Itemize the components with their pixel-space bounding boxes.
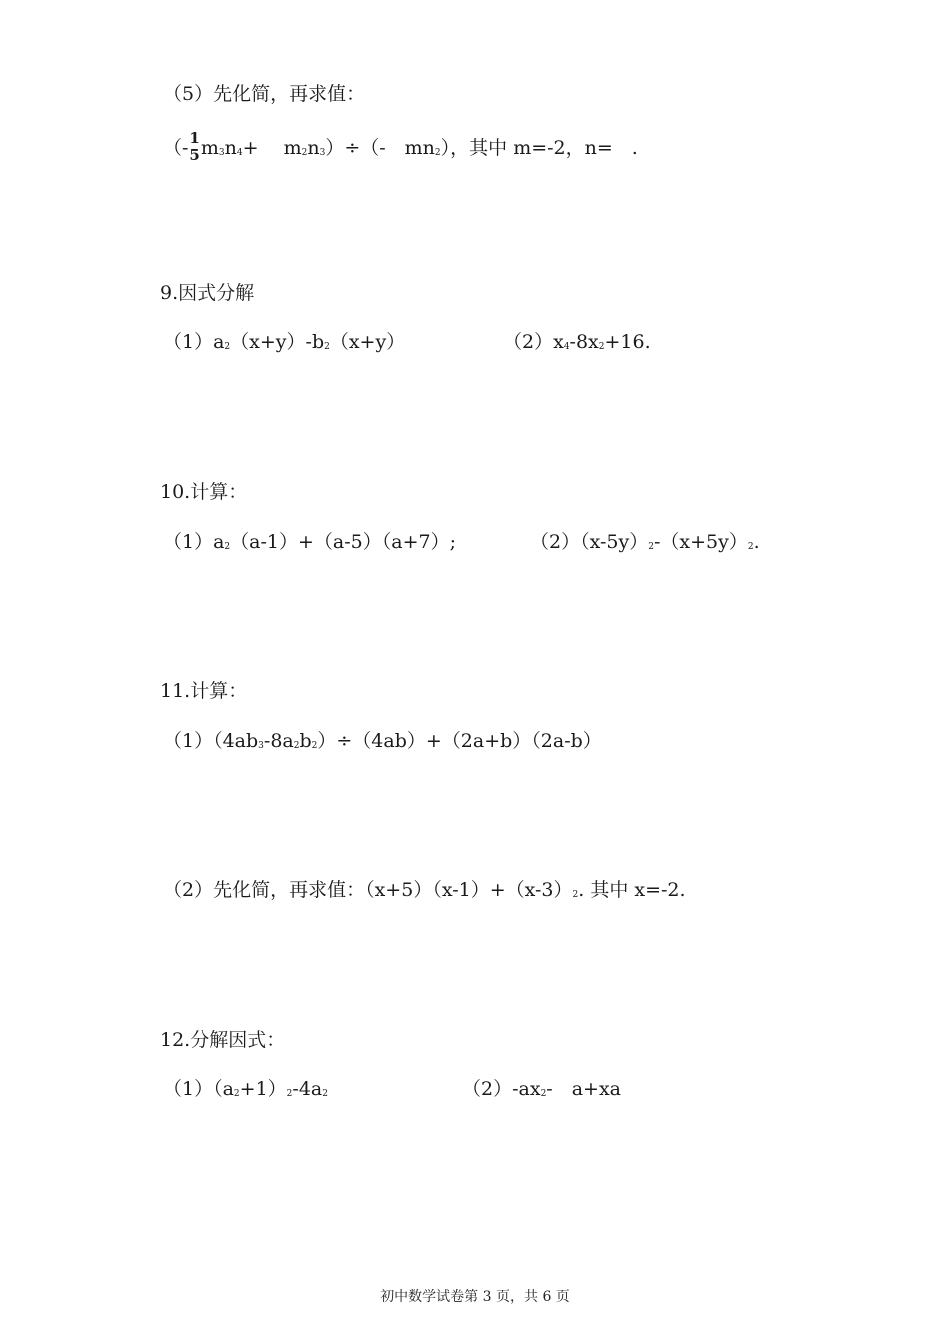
exponent: 2 [286,1089,293,1099]
condition-text: ），其中 m=-2，n= . [440,137,638,159]
expr-text: -8a [263,730,294,752]
term-n: n [307,137,320,159]
expr-text: （2）（x-5y） [530,531,649,553]
exponent: 3 [319,148,326,158]
exponent: 2 [598,342,605,352]
question-12-part-1 [163,1077,328,1105]
exponent: 2 [301,148,308,158]
expr-text: （a-1）+（a-5）（a+7）; [230,531,456,553]
term-m: m [283,137,302,159]
expr-text: （2）先化简，再求值：（x+5）（x-1）+（x-3） [163,879,573,901]
exponent: 2 [233,1089,240,1099]
exponent: 2 [324,342,330,352]
question-9-part-2 [503,330,651,358]
expr-text: b [299,730,312,752]
problem-5-title: （5）先化简，再求值： [163,83,366,105]
exponent: 2 [311,741,318,751]
question-11-part-2 [163,878,686,906]
exponent: 2 [224,542,231,552]
page-footer: 初中数学试卷第 3 页，共 6 页 [380,1289,570,1305]
expr-text: . 其中 x=-2. [578,879,686,901]
expr-text: -8x [569,331,599,353]
expr-text: . [753,531,760,553]
exponent: 2 [540,1089,547,1099]
question-9-part-1 [163,330,405,358]
fraction-denominator: 5 [189,146,200,164]
fraction-one-fifth [189,130,199,164]
expr-text: （2）x [503,331,564,353]
expr-text: （1）a [163,531,225,553]
question-12-title: 12.分解因式： [160,1029,286,1051]
expr-text: +16. [604,331,651,353]
exponent: 2 [224,342,231,352]
exponent: 4 [563,342,570,352]
expr-text: （2）-ax [462,1078,541,1100]
expr-text: （1）a [163,331,225,353]
expr-text: -（x+5y） [653,531,748,553]
question-11-part-1 [163,729,602,757]
exponent: 3 [258,741,264,751]
question-10-part-2 [530,530,760,558]
expr-text: （1）（4ab [163,730,259,752]
exponent: 2 [747,542,754,552]
expr-text: （1）（a [163,1078,234,1100]
exponent: 2 [572,890,579,900]
expr-text: - a+xa [546,1078,622,1100]
plus-sign: + [242,137,284,159]
question-10-part-1 [163,530,456,558]
fraction-numerator: 1 [189,129,200,147]
question-12-part-2 [462,1077,621,1105]
exponent: 2 [648,542,654,552]
question-11-title: 11.计算： [160,680,248,702]
term-n: n [224,137,237,159]
expr-text: （x+y） [329,331,406,353]
expr-text: +1） [239,1078,287,1100]
problem-5-expression [163,129,638,166]
exponent: 4 [236,148,243,158]
expr-text: -4a [292,1078,323,1100]
term-m: m [200,137,219,159]
exponent: 2 [434,148,441,158]
question-9-title: 9.因式分解 [160,282,255,304]
exponent: 3 [218,148,225,158]
exponent: 2 [293,741,300,751]
divide-part: ）÷（- mn [325,137,435,159]
expr-open: （- [163,137,189,159]
expr-text: （x+y）-b [230,331,325,353]
exponent: 2 [322,1089,328,1099]
expr-text: ）÷（4ab）+（2a+b）（2a-b） [317,730,602,752]
question-10-title: 10.计算： [160,481,248,503]
